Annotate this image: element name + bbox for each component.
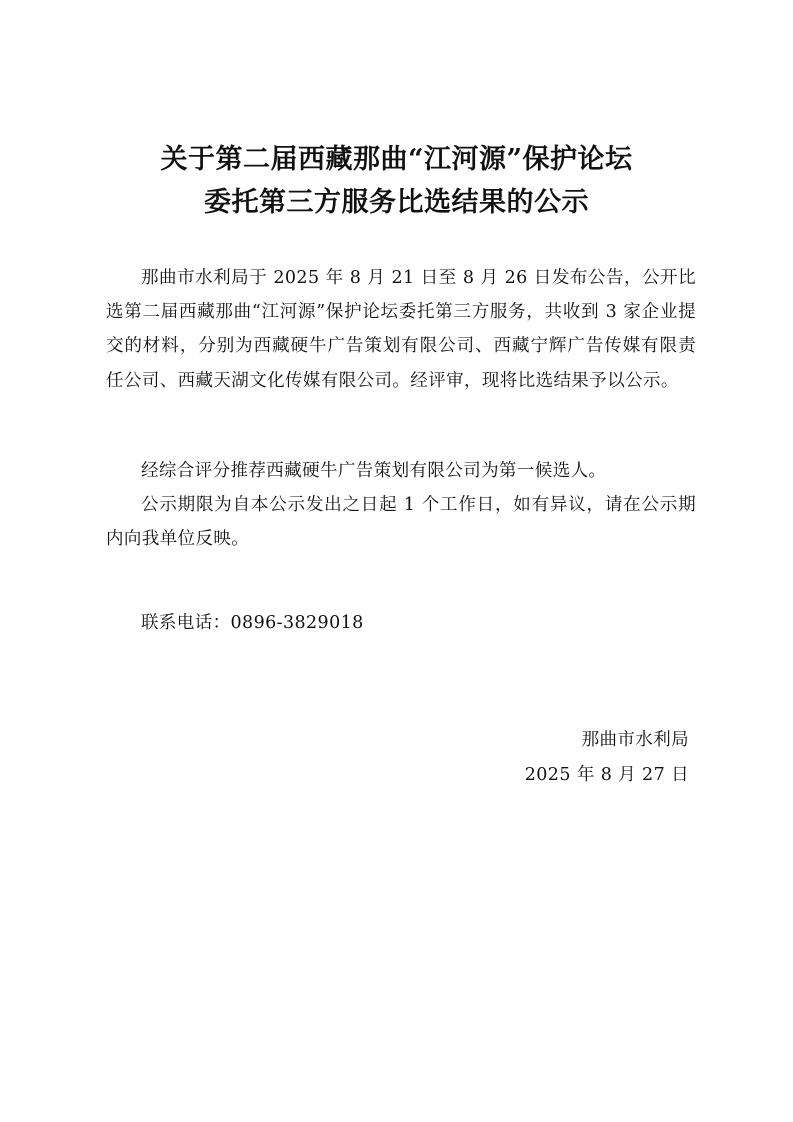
body-paragraph-1: 那曲市水利局于 2025 年 8 月 21 日至 8 月 26 日发布公告，公开比选第二届西藏那曲“江河源”保护论坛委托第三方服务，共收到 3 家企业提交的材料，分别为西藏硬牛广告策划有限公司、西藏宁辉广告传媒有限责任公司、西藏天湖文化传媒有限公司。经评审，现将比选结果予以公示。	[106, 268, 696, 391]
contact-phone: 联系电话：0896-3829018	[141, 613, 364, 633]
body-paragraph-2: 经综合评分推荐西藏硬牛广告策划有限公司为第一候选人。	[141, 461, 607, 481]
document-title-line-1: 关于第二届西藏那曲“江河源”保护论坛	[160, 144, 633, 175]
signature-date: 2025 年 8 月 27 日	[524, 765, 689, 785]
signature-organization: 那曲市水利局	[581, 730, 689, 750]
body-paragraph-3: 公示期限为自本公示发出之日起 1 个工作日，如有异议，请在公示期内向我单位反映。	[106, 495, 696, 550]
document-title-line-2: 委托第三方服务比选结果的公示	[204, 187, 589, 218]
